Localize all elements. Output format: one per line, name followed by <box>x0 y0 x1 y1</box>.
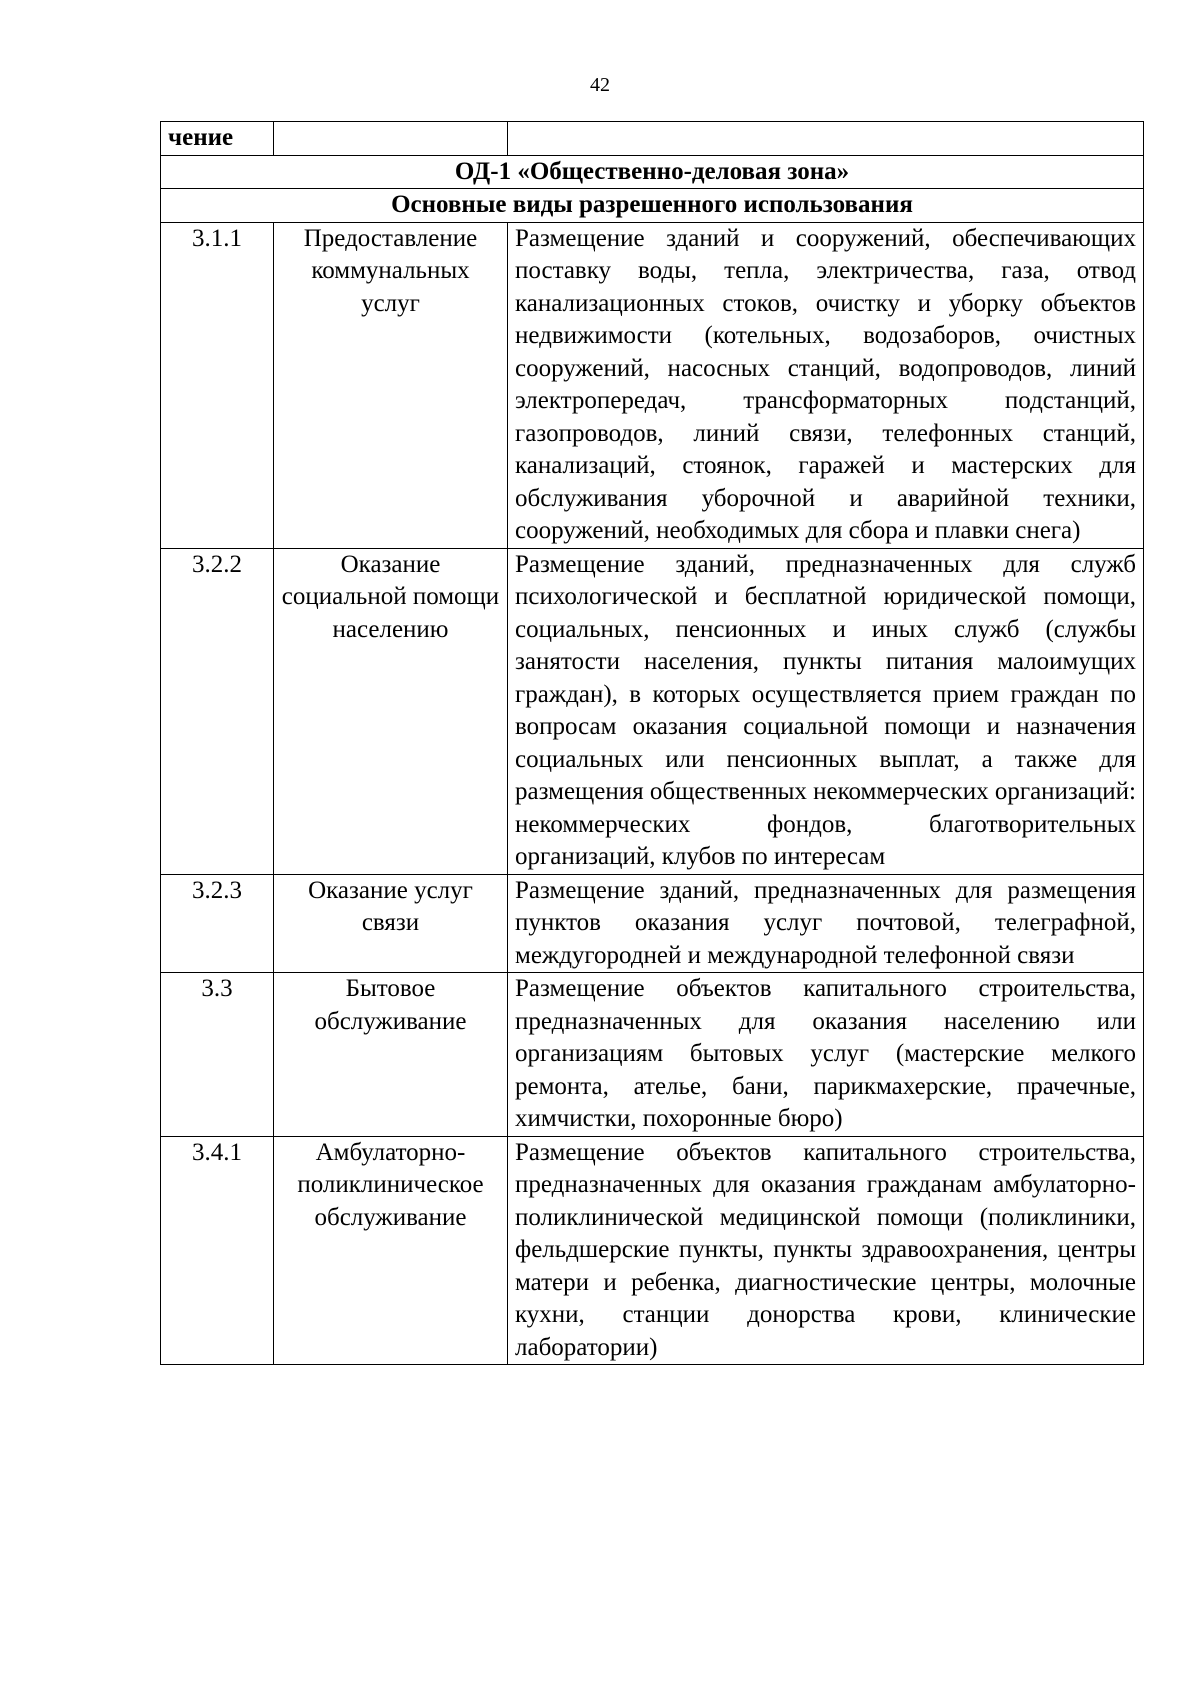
use-name: Оказание услуг связи <box>274 874 508 973</box>
use-name: Предоставление коммунальных услуг <box>274 222 508 548</box>
table-row <box>161 1136 1144 1365</box>
zone-title-row <box>161 155 1144 189</box>
page-number: 42 <box>590 74 610 96</box>
use-description: Размещение зданий, предназначенных для размещения пунктов оказания услуг почтовой, телеграфной, междугородней и международной телефонной связи <box>508 874 1144 973</box>
table-row <box>161 874 1144 973</box>
zone-title: ОД-1 «Общественно-деловая зона» <box>161 155 1144 189</box>
use-code: 3.2.3 <box>161 874 274 973</box>
continued-text: чение <box>161 122 274 156</box>
section-title: Основные виды разрешенного использования <box>161 189 1144 223</box>
use-description: Размещение объектов капитального строительства, предназначенных для оказания населению или организациям бытовых услуг (мастерские мелкого ремонта, ателье, бани, парикмахерские, прачечные, химчистки, похоронные бюро) <box>508 973 1144 1137</box>
use-code: 3.4.1 <box>161 1136 274 1365</box>
table-row <box>161 222 1144 548</box>
use-name: Оказание социальной помощи населению <box>274 548 508 874</box>
use-description: Размещение объектов капитального строительства, предназначенных для оказания гражданам амбулаторно-поликлинической медицинской помощи (поликлиники, фельдшерские пункты, пункты здравоохранения, центры матери и ребенка, диагностические центры, молочные кухни, станции донорства крови, клинические лаборатории) <box>508 1136 1144 1365</box>
table-row <box>161 973 1144 1137</box>
use-description: Размещение зданий, предназначенных для служб психологической и бесплатной юридической помощи, социальных, пенсионных и иных служб (службы занятости населения, пункты питания малоимущих граждан), в которых осуществляется прием граждан по вопросам оказания социальной помощи и назначения социальных или пенсионных выплат, а также для размещения общественных некоммерческих организаций: некоммерческих фондов, благотворительных организаций, клубов по интересам <box>508 548 1144 874</box>
section-title-row <box>161 189 1144 223</box>
use-name: Амбулаторно-поликлиническое обслуживание <box>274 1136 508 1365</box>
use-name: Бытовое обслуживание <box>274 973 508 1137</box>
use-description: Размещение зданий и сооружений, обеспечивающих поставку воды, тепла, электричества, газа, отвод канализационных стоков, очистку и уборку объектов недвижимости (котельных, водозаборов, очистных сооружений, насосных станций, водопроводов, линий электропередач, трансформаторных подстанций, газопроводов, линий связи, телефонных станций, канализаций, стоянок, гаражей и мастерских для обслуживания уборочной и аварийной техники, сооружений, необходимых для сбора и плавки снега) <box>508 222 1144 548</box>
use-code: 3.2.2 <box>161 548 274 874</box>
use-code: 3.1.1 <box>161 222 274 548</box>
use-code: 3.3 <box>161 973 274 1137</box>
continued-row <box>161 122 1144 156</box>
empty-cell <box>274 122 508 156</box>
table-row <box>161 548 1144 874</box>
empty-cell <box>508 122 1144 156</box>
zoning-table <box>160 121 1144 1365</box>
